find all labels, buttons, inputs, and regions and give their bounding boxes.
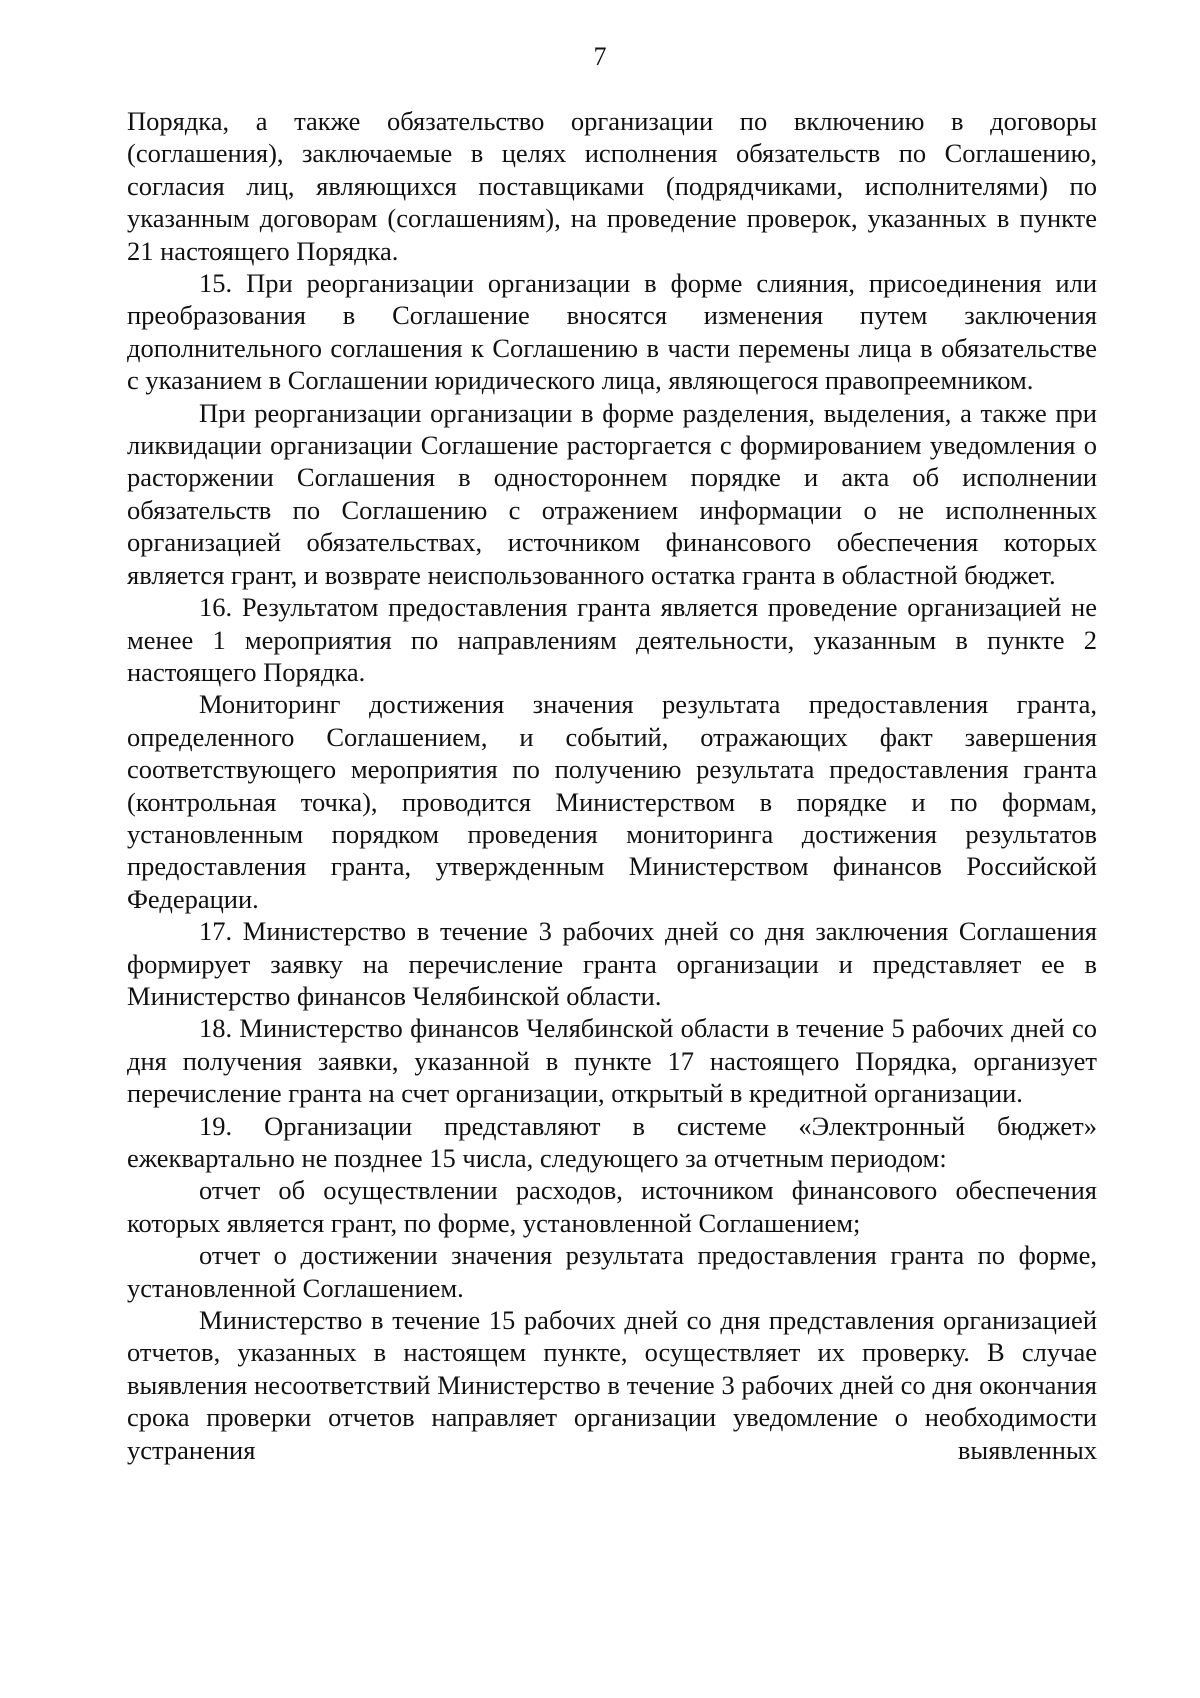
- paragraph-reorganization-division: При реорганизации организации в форме разделения, выделения, а также при ликвидации организации Соглашение расторгается с формированием уведомления о расторжении Соглашения в одностороннем порядке и акта об исполнении обязательств по Соглашению с отражением информации о не исполненных организацией обязательствах, источником финансового обеспечения которых является грант, и возврате неиспользованного остатка гранта в областной бюджет.: [127, 397, 1097, 590]
- paragraph-continuation: Порядка, а также обязательство организации по включению в договоры (соглашения), заключаемые в целях исполнения обязательств по Соглашению, согласия лиц, являющихся поставщиками (подрядчиками, исполнителями) по указанным договорам (соглашениям), на проведение проверок, указанных в пункте 21 настоящего Порядка.: [127, 106, 1097, 266]
- paragraph-item-16: 16. Результатом предоставления гранта является проведение организацией не менее 1 мероприятия по направлениям деятельности, указанным в пункте 2 настоящего Порядка.: [127, 592, 1097, 687]
- document-body: [127, 105, 1097, 1466]
- page-number: 7: [593, 42, 607, 71]
- paragraph-expense-report: отчет об осуществлении расходов, источником финансового обеспечения которых является грант, по форме, установленной Соглашением;: [127, 1175, 1097, 1238]
- paragraph-item-18: 18. Министерство финансов Челябинской области в течение 5 рабочих дней со дня получения заявки, указанной в пункте 17 настоящего Порядка, организует перечисление гранта на счет организации, открытый в кредитной организации.: [127, 1013, 1097, 1109]
- paragraph-item-15: 15. При реорганизации организации в форме слияния, присоединения или преобразования в Соглашение вносятся изменения путем заключения дополнительного соглашения к Соглашению в части перемены лица в обязательстве с указанием в Соглашении юридического лица, являющегося правопреемником.: [127, 268, 1097, 396]
- paragraph-monitoring: Мониторинг достижения значения результата предоставления гранта, определенного Соглашением, и событий, отражающих факт завершения соответствующего мероприятия по получению результата предоставления гранта (контрольная точка), проводится Министерством в порядке и по формам, установленным порядком проведения мониторинга достижения результатов предоставления гранта, утвержденным Министерством финансов Российской Федерации.: [127, 689, 1097, 914]
- paragraph-report-check: Министерство в течение 15 рабочих дней со дня представления организацией отчетов, указанных в настоящем пункте, осуществляет их проверку. В случае выявления несоответствий Министерство в течение 3 рабочих дней со дня окончания срока проверки отчетов направляет организации уведомление о необходимости устранения выявленных: [127, 1305, 1097, 1465]
- paragraph-item-19: 19. Организации представляют в системе «Электронный бюджет» ежеквартально не позднее 15 числа, следующего за отчетным периодом:: [127, 1110, 1097, 1173]
- paragraph-result-report: отчет о достижении значения результата предоставления гранта по форме, установленной Соглашением.: [127, 1240, 1097, 1303]
- paragraph-item-17: 17. Министерство в течение 3 рабочих дней со дня заключения Соглашения формирует заявку на перечисление гранта организации и представляет ее в Министерство финансов Челябинской области.: [127, 916, 1097, 1011]
